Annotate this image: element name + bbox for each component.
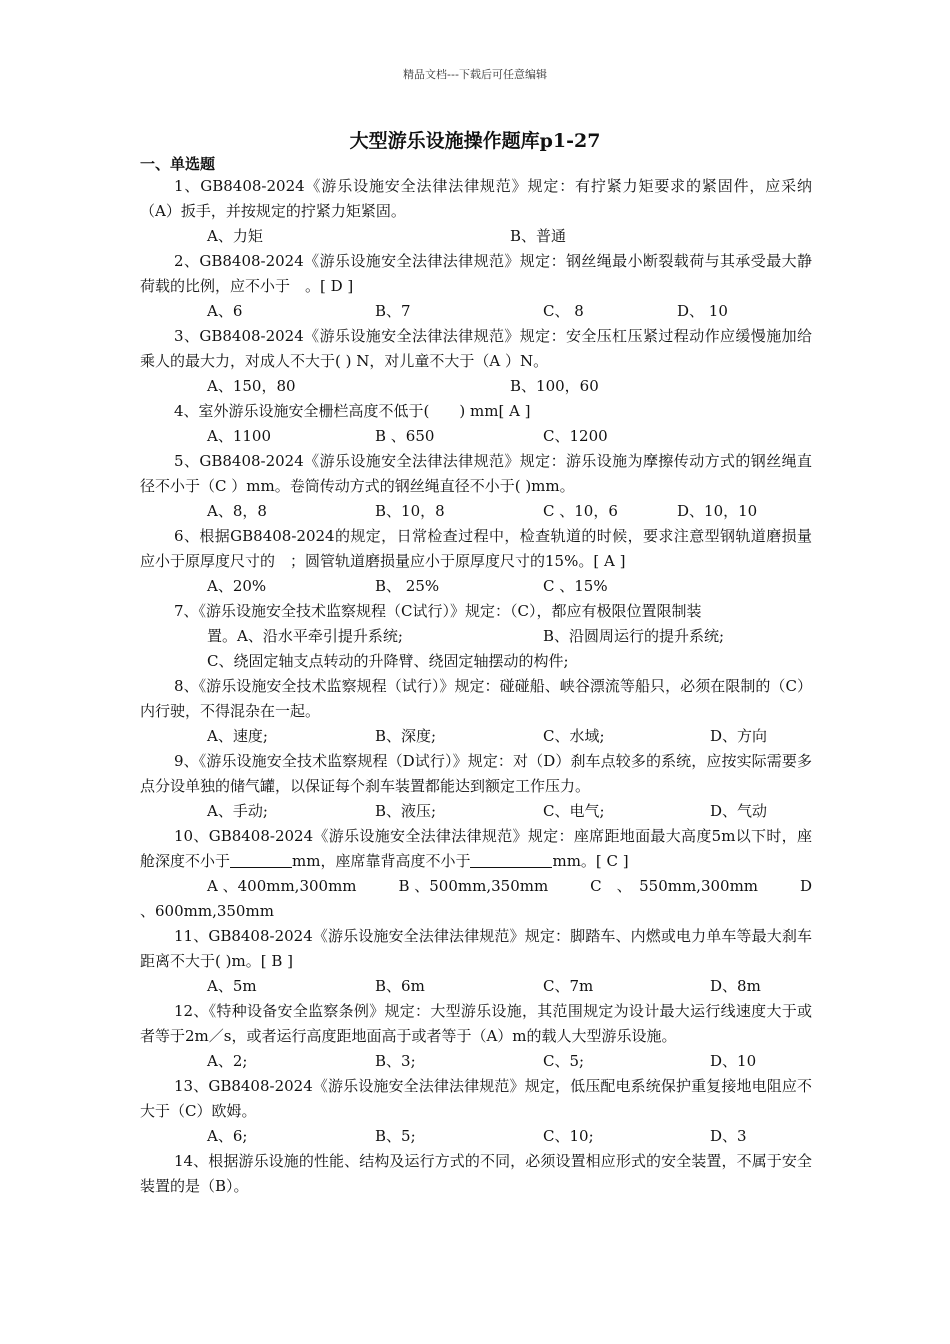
question-14 — [140, 1149, 812, 1199]
options-12 — [140, 1049, 812, 1074]
question-text: 9、《游乐设施安全技术监察规程（D试行）》规定：对（D）刹车点较多的系统，应按实际需要多点分设单独的储气罐，以保证每个刹车装置都能达到额定工作压力。 — [140, 752, 812, 795]
option-b: B、深度; — [375, 727, 437, 745]
answer-blank — [230, 852, 292, 868]
question-10 — [140, 824, 812, 874]
options-7-line-1 — [140, 624, 812, 649]
question-text: 1、GB8408-2024《游乐设施安全法律法律规范》规定：有拧紧力矩要求的紧固件，应采纳（A）扳手，并按规定的拧紧力矩紧固。 — [140, 177, 812, 220]
option-a: A、8，8 — [207, 502, 267, 520]
option-b: B、6m — [375, 977, 425, 995]
option-a: A、20% — [207, 577, 267, 595]
section-heading: 一、单选题 — [140, 155, 216, 173]
options-6 — [140, 574, 812, 599]
option-d: D、8m — [710, 977, 761, 995]
question-12 — [140, 999, 812, 1049]
question-text: 6、根据GB8408-2024的规定，日常检查过程中，检查轨道的时候，要求注意型钢轨道磨损量应小于原厚度尺寸的 ；圆管轨道磨损量应小于原厚度尺寸的15%。[ A ] — [140, 527, 812, 570]
question-2 — [140, 249, 812, 299]
question-1 — [140, 174, 812, 224]
option-b: B、5; — [375, 1127, 416, 1145]
options-5 — [140, 499, 812, 524]
option-a: A 、400mm,300mm — [207, 877, 357, 895]
option-a: A、速度; — [207, 727, 268, 745]
option-c: C 、 550mm,300mm — [590, 877, 759, 895]
question-6 — [140, 524, 812, 574]
options-4 — [140, 424, 812, 449]
question-text: 4、室外游乐设施安全栅栏高度不低于( ) mm[ A ] — [174, 402, 531, 420]
option-c: C 、10，6 — [543, 502, 618, 520]
option-a: A、6; — [207, 1127, 248, 1145]
options-10 — [140, 874, 812, 924]
options-1 — [140, 224, 812, 249]
options-2 — [140, 299, 812, 324]
question-11 — [140, 924, 812, 974]
option-b: B、10，8 — [375, 502, 445, 520]
document-title: 大型游乐设施操作题库p1-27 — [349, 130, 601, 152]
option-d: D、 10 — [677, 302, 728, 320]
option-d: D、3 — [710, 1127, 747, 1145]
option-c: C、5; — [543, 1052, 585, 1070]
option-b: B、普通 — [510, 227, 567, 245]
option-a: A、1100 — [207, 427, 272, 445]
option-c: C、电气; — [543, 802, 605, 820]
option-d: D、10 — [710, 1052, 757, 1070]
options-9 — [140, 799, 812, 824]
option-c: C、10; — [543, 1127, 594, 1145]
option-a: A、150，80 — [207, 377, 296, 395]
option-b: B、7 — [375, 302, 411, 320]
option-d: D、方向 — [710, 727, 768, 745]
option-b: B、液压; — [375, 802, 437, 820]
question-text: 8、《游乐设施安全技术监察规程（试行）》规定：碰碰船、峡谷漂流等船只，必须在限制的（C）内行驶，不得混杂在一起。 — [140, 677, 812, 720]
options-11 — [140, 974, 812, 999]
option-c: C、 8 — [543, 302, 584, 320]
question-list — [140, 174, 812, 1199]
header-note: 精品文档---下载后可任意编辑 — [403, 68, 547, 81]
question-5 — [140, 449, 812, 499]
question-7-line-2a: 置。A、沿水平牵引提升系统; — [207, 627, 403, 645]
question-text: 2、GB8408-2024《游乐设施安全法律法律规范》规定：钢丝绳最小断裂载荷与其承受最大静荷载的比例，应不小于 。[ D ] — [140, 252, 812, 295]
question-text: 11、GB8408-2024《游乐设施安全法律法律规范》规定：脚踏车、内燃或电力单车等最大刹车距离不大于( )m。[ B ] — [140, 927, 812, 970]
option-b: B、100，60 — [510, 377, 599, 395]
question-text: 7、《游乐设施安全技术监察规程（C试行）》规定：（C），都应有极限位置限制装 — [174, 602, 702, 620]
options-8 — [140, 724, 812, 749]
question-7 — [140, 599, 812, 624]
option-c: C、1200 — [543, 427, 608, 445]
question-13 — [140, 1074, 812, 1124]
question-10-text-a: 10、GB8408-2024《游乐设施安全法律法律规范》规定：座席距地面最大高度5m以下时，座舱深度不小于 — [140, 827, 812, 870]
question-8 — [140, 674, 812, 724]
option-b: B 、650 — [375, 427, 435, 445]
question-text: 5、GB8408-2024《游乐设施安全法律法律规范》规定：游乐设施为摩擦传动方式的钢丝绳直径不小于（C ）mm。卷筒传动方式的钢丝绳直径不小于( )mm。 — [140, 452, 812, 495]
option-d-letter: D — [799, 877, 812, 895]
option-c: C 、15% — [543, 577, 608, 595]
option-a: A、力矩 — [207, 227, 263, 245]
option-c: C、水域; — [543, 727, 605, 745]
options-3 — [140, 374, 812, 399]
option-b: B 、500mm,350mm — [398, 877, 549, 895]
question-text: 14、根据游乐设施的性能、结构及运行方式的不同，必须设置相应形式的安全装置，不属于安全装置的是（B）。 — [140, 1152, 812, 1195]
option-a: A、手动; — [207, 802, 268, 820]
question-text: 13、GB8408-2024《游乐设施安全法律法律规范》规定，低压配电系统保护重复接地电阻应不大于（C）欧姆。 — [140, 1077, 812, 1120]
question-4 — [140, 399, 812, 424]
option-a: A、2; — [207, 1052, 248, 1070]
option-b: B、3; — [375, 1052, 416, 1070]
options-13 — [140, 1124, 812, 1149]
question-7-line-3: C、绕固定轴支点转动的升降臂、绕固定轴摆动的构件; — [207, 652, 569, 670]
option-a: A、6 — [207, 302, 243, 320]
question-10-text-b: mm，座席靠背高度不小于 — [292, 852, 471, 870]
option-b: B、 25% — [375, 577, 440, 595]
option-d: D、气动 — [710, 802, 768, 820]
answer-blank — [470, 852, 552, 868]
option-d: 、600mm,350mm — [140, 902, 274, 920]
question-3 — [140, 324, 812, 374]
option-a: A、5m — [207, 977, 257, 995]
question-7-line-2b: B、沿圆周运行的提升系统; — [543, 627, 725, 645]
option-d: D、10，10 — [677, 502, 758, 520]
question-9 — [140, 749, 812, 799]
option-c: C、7m — [543, 977, 594, 995]
options-7-line-2 — [140, 649, 812, 674]
question-text: 3、GB8408-2024《游乐设施安全法律法律规范》规定：安全压杠压紧过程动作应缓慢施加给乘人的最大力，对成人不大于( ) N，对儿童不大于（A ）N。 — [140, 327, 812, 370]
question-10-text-c: mm。[ C ] — [552, 852, 629, 870]
question-text — [140, 824, 812, 874]
question-text: 12、《特种设备安全监察条例》规定：大型游乐设施，其范围规定为设计最大运行线速度大于或者等于2m／s，或者运行高度距地面高于或者等于（A）m的载人大型游乐设施。 — [140, 1002, 812, 1045]
